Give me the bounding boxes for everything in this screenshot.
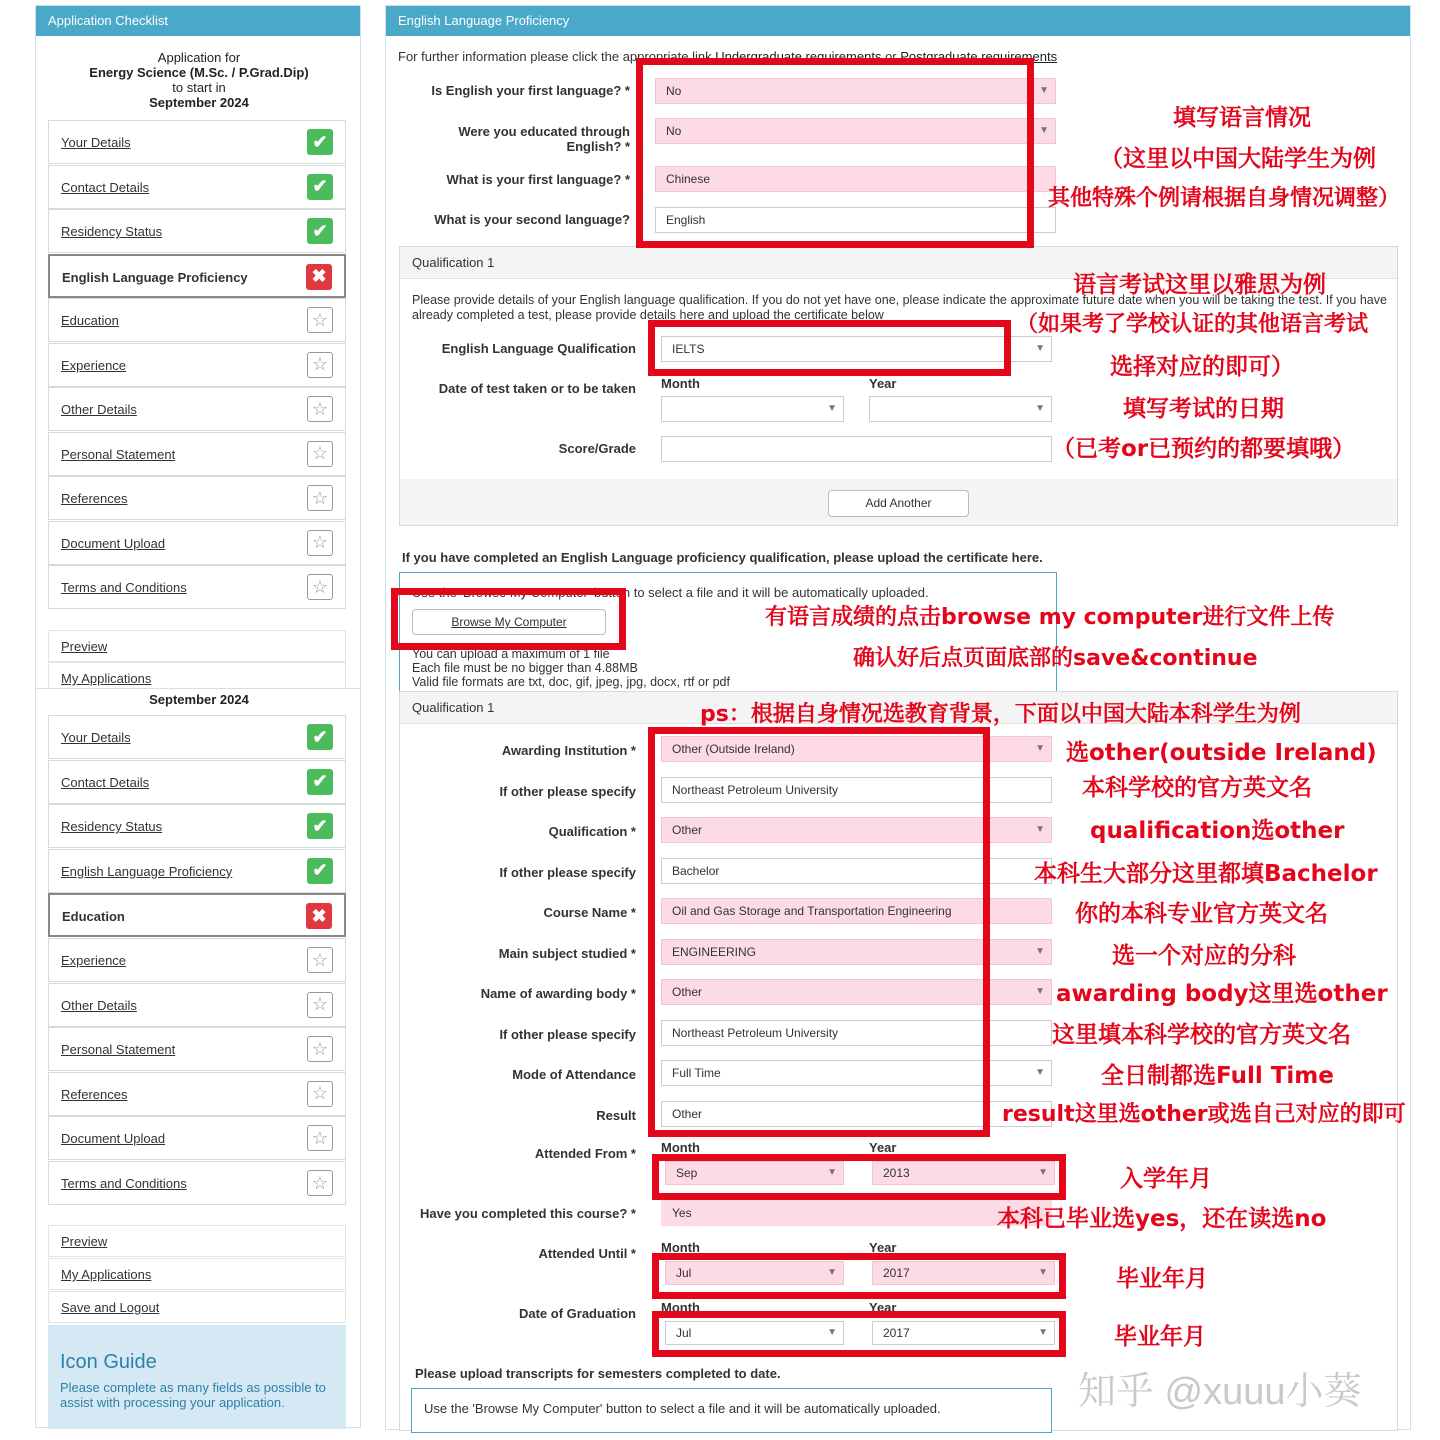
watermark: 知乎 @xuuu小葵 — [1078, 1371, 1362, 1413]
second-language-label: What is your second language? — [434, 212, 630, 227]
note-school-name: 本科学校的官方英文名 — [1082, 775, 1312, 801]
sidebar-item-contact-details[interactable] — [48, 165, 346, 209]
info-or: or — [885, 49, 897, 64]
edu-label-name-of-awarding-body: Name of awarding body * — [480, 986, 636, 1001]
my-applications-link-bottom[interactable]: My Applications — [61, 1267, 152, 1282]
check-icon: ✔ — [307, 813, 333, 839]
star-icon: ☆ — [307, 530, 333, 556]
chevron-down-icon: ▼ — [1035, 824, 1045, 835]
check-icon: ✔ — [307, 174, 333, 200]
edu-label-if-other-please-specify: If other please specify — [499, 783, 636, 799]
edu-label-result: Result — [596, 1107, 636, 1123]
note-upload-2: 确认好后点页面底部的save&continue — [853, 646, 1258, 671]
until-year-label: Year — [869, 1240, 897, 1255]
completed-course-select[interactable] — [661, 1200, 1052, 1226]
preview-link-bottom[interactable]: Preview — [61, 1234, 108, 1249]
upload-rule-2: Each file must be no bigger than 4.88MB — [412, 661, 638, 675]
sidebar-item-label[interactable]: Experience — [61, 357, 127, 373]
bottom-sidebar-item-your-details[interactable] — [48, 715, 346, 759]
from-year-value: 2013 — [883, 1166, 910, 1180]
edu-field-value: Bachelor — [672, 863, 720, 878]
bottom-sidebar-item-other-details[interactable] — [48, 983, 346, 1027]
edu-field-result-9[interactable] — [661, 1101, 1052, 1127]
star-icon: ☆ — [307, 396, 333, 422]
educated-english-value: No — [666, 124, 682, 138]
bottom-sidebar-item-english-language-proficiency[interactable] — [48, 849, 346, 893]
browse-my-computer-button[interactable]: Browse My Computer — [412, 609, 606, 635]
save-logout-link[interactable]: Save and Logout — [61, 1300, 160, 1315]
note-language-3: 其他特殊个例请根据自身情况调整） — [1048, 186, 1401, 211]
second-language-input[interactable] — [655, 207, 1056, 233]
upload-rule-1: You can upload a maximum of 1 file — [412, 647, 610, 661]
sidebar-bottom — [35, 688, 361, 1428]
note-result: result这里选other或选自己对应的即可 — [1002, 1102, 1406, 1127]
note-graduation: 毕业年月 — [1114, 1324, 1206, 1350]
sidebar-item-label[interactable]: References — [61, 491, 128, 506]
sidebar-item-personal-statement[interactable] — [48, 432, 346, 476]
grad-year-select[interactable] — [872, 1321, 1055, 1345]
intake-text-bottom: September 2024 — [149, 692, 249, 707]
test-month-select[interactable] — [661, 396, 844, 422]
sidebar-item-label[interactable]: Personal Statement — [61, 1042, 176, 1058]
educated-english-select[interactable] — [655, 118, 1056, 144]
transcripts-upload-box — [411, 1388, 1052, 1433]
note-enrolment: 入学年月 — [1120, 1166, 1212, 1192]
note-school-name-2: 这里填本科学校的官方英文名 — [1052, 1022, 1351, 1048]
chevron-down-icon: ▼ — [827, 403, 837, 414]
english-qualification-title: Qualification 1 — [400, 247, 1397, 279]
my-applications-row-bottom — [48, 1258, 346, 1290]
attended-from-label: Attended From * — [534, 1146, 636, 1161]
bottom-sidebar-item-experience[interactable] — [48, 938, 346, 982]
edu-field-qualification-2[interactable] — [661, 817, 1052, 843]
chevron-down-icon: ▼ — [827, 1267, 837, 1278]
icon-guide-text: Please complete as many fields as possible to assist with processing your application. — [60, 1380, 326, 1410]
edu-label-main-subject-studied: Main subject studied * — [498, 945, 636, 961]
from-year-label: Year — [869, 1140, 897, 1155]
edu-field-value: Northeast Petroleum University — [672, 1025, 839, 1040]
test-month-label: Month — [661, 376, 700, 391]
intake-text: September 2024 — [149, 95, 249, 110]
first-language-english-label: Is English your first language? * — [431, 83, 630, 98]
edu-field-value: Other — [672, 985, 703, 999]
first-language-english-value: No — [666, 84, 682, 98]
sidebar-item-label[interactable]: Your Details — [61, 135, 131, 150]
edu-label-if-other-please-specify: If other please specify — [499, 1026, 636, 1042]
edu-field-value: Northeast Petroleum University — [672, 782, 839, 797]
bottom-sidebar-item-personal-statement[interactable] — [48, 1027, 346, 1071]
note-awarding-body: awarding body这里选other — [1056, 981, 1388, 1007]
app-for-text: Application for — [157, 50, 241, 65]
edu-field-value: Other — [672, 1106, 703, 1121]
note-upload-1: 有语言成绩的点击browse my computer进行文件上传 — [765, 605, 1335, 630]
pg-requirements-link[interactable]: Postgraduate requirements — [900, 49, 1058, 64]
sidebar-top — [35, 5, 361, 690]
transcripts-heading: Please upload transcripts for semesters completed to date. — [415, 1366, 781, 1381]
info-line — [398, 49, 1057, 64]
star-icon: ☆ — [307, 992, 333, 1018]
from-month-select[interactable] — [665, 1161, 844, 1185]
from-year-select[interactable] — [872, 1161, 1055, 1185]
edu-field-awarding-institution-0[interactable] — [661, 736, 1052, 762]
info-prefix: For further information please click the appropriate link — [398, 49, 712, 64]
sidebar-item-residency-status[interactable] — [48, 209, 346, 253]
sidebar-header: Application Checklist — [36, 6, 360, 36]
check-icon: ✔ — [307, 858, 333, 884]
star-icon: ☆ — [307, 307, 333, 333]
sidebar-item-label[interactable]: Education — [61, 313, 119, 328]
test-year-label: Year — [869, 376, 897, 391]
sidebar-item-references[interactable] — [48, 476, 346, 520]
chevron-down-icon: ▼ — [1035, 945, 1045, 957]
until-month-value: Jul — [676, 1266, 692, 1280]
edu-field-value: Other (Outside Ireland) — [672, 742, 795, 756]
preview-link[interactable]: Preview — [61, 639, 108, 654]
first-language-input[interactable] — [655, 166, 1056, 192]
note-language-1: 填写语言情况 — [1173, 105, 1311, 131]
edu-label-awarding-institution: Awarding Institution * — [501, 743, 636, 758]
cross-icon: ✖ — [306, 903, 332, 929]
star-icon: ☆ — [307, 1036, 333, 1062]
test-year-select[interactable] — [869, 396, 1052, 422]
edu-field-value: ENGINEERING — [672, 944, 757, 959]
sidebar-item-label[interactable]: Terms and Conditions — [61, 580, 187, 595]
english-qualification-value: IELTS — [672, 342, 705, 356]
bottom-sidebar-item-document-upload[interactable] — [48, 1116, 346, 1160]
sidebar-item-label[interactable]: Other Details — [61, 402, 137, 417]
until-year-select[interactable] — [872, 1261, 1055, 1285]
upload-instruction: Use the 'Browse My Computer' button to select a file and it will be automatically uploaded. — [412, 585, 929, 600]
note-exam-1: 语言考试这里以雅思为例 — [1073, 272, 1326, 298]
program-name: Energy Science (M.Sc. / P.Grad.Dip) — [89, 65, 309, 80]
certificate-upload-heading: If you have completed an English Language proficiency qualification, please upload the certificate here. — [402, 550, 1043, 565]
chevron-down-icon: ▼ — [827, 1327, 837, 1338]
upload-rule-3: Valid file formats are txt, doc, gif, jpeg, jpg, docx, rtf or pdf — [412, 675, 730, 689]
qualification-description: Please provide details of your English language qualification. If you do not yet have one, please indicate the approximate future date when you will be taking the test. If you have already completed a test, please provide details here and upload the certificate below — [412, 293, 1387, 322]
sidebar-item-label[interactable]: Contact Details — [61, 774, 150, 790]
bottom-sidebar-item-references[interactable] — [48, 1072, 346, 1116]
score-input[interactable] — [661, 436, 1052, 462]
sidebar-item-document-upload[interactable] — [48, 521, 346, 565]
note-language-2: （这里以中国大陆学生为例 — [1100, 146, 1376, 172]
completed-course-value: Yes — [672, 1206, 692, 1220]
edu-label-course-name: Course Name * — [543, 905, 636, 920]
chevron-down-icon: ▼ — [827, 1167, 837, 1178]
sidebar-item-label: English Language Proficiency — [62, 269, 248, 285]
educated-english-label: Were you educated through English? * — [458, 124, 630, 154]
first-language-english-select[interactable] — [655, 78, 1056, 104]
chevron-down-icon: ▼ — [1038, 1327, 1048, 1338]
bottom-sidebar-item-contact-details[interactable] — [48, 760, 346, 804]
note-completed: 本科已毕业选yes，还在读选no — [997, 1206, 1327, 1232]
main-header: English Language Proficiency — [386, 6, 1410, 36]
sidebar-item-other-details[interactable] — [48, 387, 346, 431]
until-year-value: 2017 — [883, 1266, 910, 1280]
certificate-upload-box — [399, 572, 1057, 692]
note-bachelor: 本科生大部分这里都填Bachelor — [1034, 861, 1378, 887]
note-institution: 选other(outside Ireland) — [1066, 740, 1377, 766]
chevron-down-icon: ▼ — [1039, 85, 1049, 96]
check-icon: ✔ — [307, 218, 333, 244]
edu-field-main-subject-studied-5[interactable] — [661, 939, 1052, 965]
chevron-down-icon: ▼ — [1035, 403, 1045, 414]
sidebar-item-english-language-proficiency[interactable] — [48, 254, 346, 298]
star-icon: ☆ — [307, 574, 333, 600]
chevron-down-icon: ▼ — [1035, 743, 1045, 754]
sidebar-item-education[interactable] — [48, 298, 346, 342]
bottom-sidebar-item-residency-status[interactable] — [48, 804, 346, 848]
sidebar-item-label[interactable]: References — [61, 1086, 128, 1102]
my-applications-link[interactable]: My Applications — [61, 671, 152, 686]
sidebar-item-label[interactable]: Residency Status — [61, 819, 163, 835]
edu-label-if-other-please-specify: If other please specify — [499, 864, 636, 880]
grad-month-select[interactable] — [665, 1321, 844, 1345]
sidebar-item-label[interactable]: Experience — [61, 953, 127, 968]
sidebar-item-label[interactable]: English Language Proficiency — [61, 863, 233, 879]
until-month-select[interactable] — [665, 1261, 844, 1285]
edu-label-mode-of-attendance: Mode of Attendance — [512, 1067, 636, 1082]
save-logout-row — [48, 1291, 346, 1323]
first-language-value: Chinese — [666, 172, 711, 186]
grad-month-value: Jul — [676, 1326, 692, 1340]
edu-field-value: Full Time — [672, 1066, 721, 1080]
check-icon: ✔ — [307, 724, 333, 750]
sidebar-item-label[interactable]: Document Upload — [61, 535, 166, 551]
star-icon: ☆ — [307, 441, 333, 467]
ug-requirements-link[interactable]: Undergraduate requirements — [715, 49, 882, 64]
sidebar-item-label[interactable]: Terms and Conditions — [61, 1176, 187, 1191]
second-language-value: English — [666, 213, 706, 227]
application-summary — [36, 50, 362, 110]
edu-field-course-name-4[interactable] — [661, 898, 1052, 924]
note-education-ps: ps：根据自身情况选教育背景，下面以中国大陆本科学生为例 — [700, 702, 1301, 727]
sidebar-item-label[interactable]: Personal Statement — [61, 446, 176, 462]
star-icon: ☆ — [307, 947, 333, 973]
sidebar-item-label[interactable]: Document Upload — [61, 1131, 166, 1147]
chevron-down-icon: ▼ — [1035, 343, 1045, 354]
chevron-down-icon: ▼ — [1035, 1067, 1045, 1078]
sidebar-item-experience[interactable] — [48, 343, 346, 387]
sidebar-item-your-details[interactable] — [48, 120, 346, 164]
star-icon: ☆ — [307, 1125, 333, 1151]
note-exam-2: （如果考了学校认证的其他语言考试 — [1016, 312, 1369, 337]
star-icon: ☆ — [307, 352, 333, 378]
completed-course-label: Have you completed this course? * — [419, 1206, 636, 1221]
attended-until-label: Attended Until * — [538, 1246, 636, 1261]
edu-field-mode-of-attendance-8[interactable] — [661, 1060, 1052, 1086]
transcripts-instruction: Use the 'Browse My Computer' button to select a file and it will be automatically uploaded. — [424, 1401, 941, 1416]
from-month-label: Month — [661, 1140, 700, 1155]
graduation-date-label: Date of Graduation — [518, 1306, 636, 1321]
note-date-2: （已考or已预约的都要填哦） — [1052, 436, 1356, 462]
sidebar-item-label[interactable]: Other Details — [61, 997, 137, 1013]
english-qualification-label: English Language Qualification — [441, 341, 636, 356]
edu-field-name-of-awarding-body-6[interactable] — [661, 979, 1052, 1005]
bottom-sidebar-item-education[interactable] — [48, 893, 346, 937]
note-until: 毕业年月 — [1116, 1266, 1208, 1292]
education-qualification-title: Qualification 1 — [400, 692, 1397, 724]
chevron-down-icon: ▼ — [1038, 1267, 1048, 1278]
bottom-sidebar-item-terms-and-conditions[interactable] — [48, 1161, 346, 1205]
edu-field-if-other-please-specify-1[interactable] — [661, 777, 1052, 803]
star-icon: ☆ — [307, 1170, 333, 1196]
add-another-button[interactable]: Add Another — [828, 490, 969, 517]
sidebar-item-label[interactable]: Residency Status — [61, 224, 163, 239]
note-major: 你的本科专业官方英文名 — [1075, 901, 1328, 927]
note-subject: 选一个对应的分科 — [1112, 943, 1296, 969]
icon-guide-title: Icon Guide — [60, 1351, 157, 1373]
edu-field-if-other-please-specify-7[interactable] — [661, 1020, 1052, 1046]
sidebar-item-label[interactable]: Your Details — [61, 730, 131, 745]
note-full-time: 全日制都选Full Time — [1101, 1063, 1334, 1089]
chevron-down-icon: ▼ — [1038, 1167, 1048, 1178]
english-qualification-select[interactable] — [661, 336, 1052, 362]
from-month-value: Sep — [676, 1166, 698, 1180]
icon-guide — [48, 1325, 346, 1429]
sidebar-item-terms-and-conditions[interactable] — [48, 565, 346, 609]
star-icon: ☆ — [307, 1081, 333, 1107]
edu-label-qualification: Qualification * — [548, 824, 636, 839]
grad-month-label: Month — [661, 1300, 700, 1315]
upload-rules — [412, 647, 730, 689]
preview-row — [48, 630, 346, 662]
score-label: Score/Grade — [558, 441, 636, 456]
sidebar-item-label[interactable]: Contact Details — [61, 179, 150, 195]
check-icon: ✔ — [307, 129, 333, 155]
edu-field-value: Oil and Gas Storage and Transportation Engineering — [672, 904, 952, 918]
start-text: to start in — [172, 80, 226, 95]
cross-icon: ✖ — [306, 264, 332, 290]
edu-field-if-other-please-specify-3[interactable] — [661, 858, 1052, 884]
note-qualification: qualification选other — [1090, 818, 1345, 844]
sidebar-item-label: Education — [62, 909, 125, 925]
first-language-label: What is your first language? * — [446, 172, 630, 187]
star-icon: ☆ — [307, 485, 333, 511]
grad-year-label: Year — [869, 1300, 897, 1315]
grad-year-value: 2017 — [883, 1326, 910, 1340]
note-exam-3: 选择对应的即可） — [1110, 354, 1294, 380]
preview-row-bottom — [48, 1225, 346, 1257]
chevron-down-icon: ▼ — [1035, 986, 1045, 997]
chevron-down-icon: ▼ — [1039, 125, 1049, 136]
test-date-label: Date of test taken or to be taken — [438, 381, 636, 396]
until-month-label: Month — [661, 1240, 700, 1255]
check-icon: ✔ — [307, 769, 333, 795]
note-date-1: 填写考试的日期 — [1123, 396, 1284, 422]
edu-field-value: Other — [672, 823, 703, 837]
